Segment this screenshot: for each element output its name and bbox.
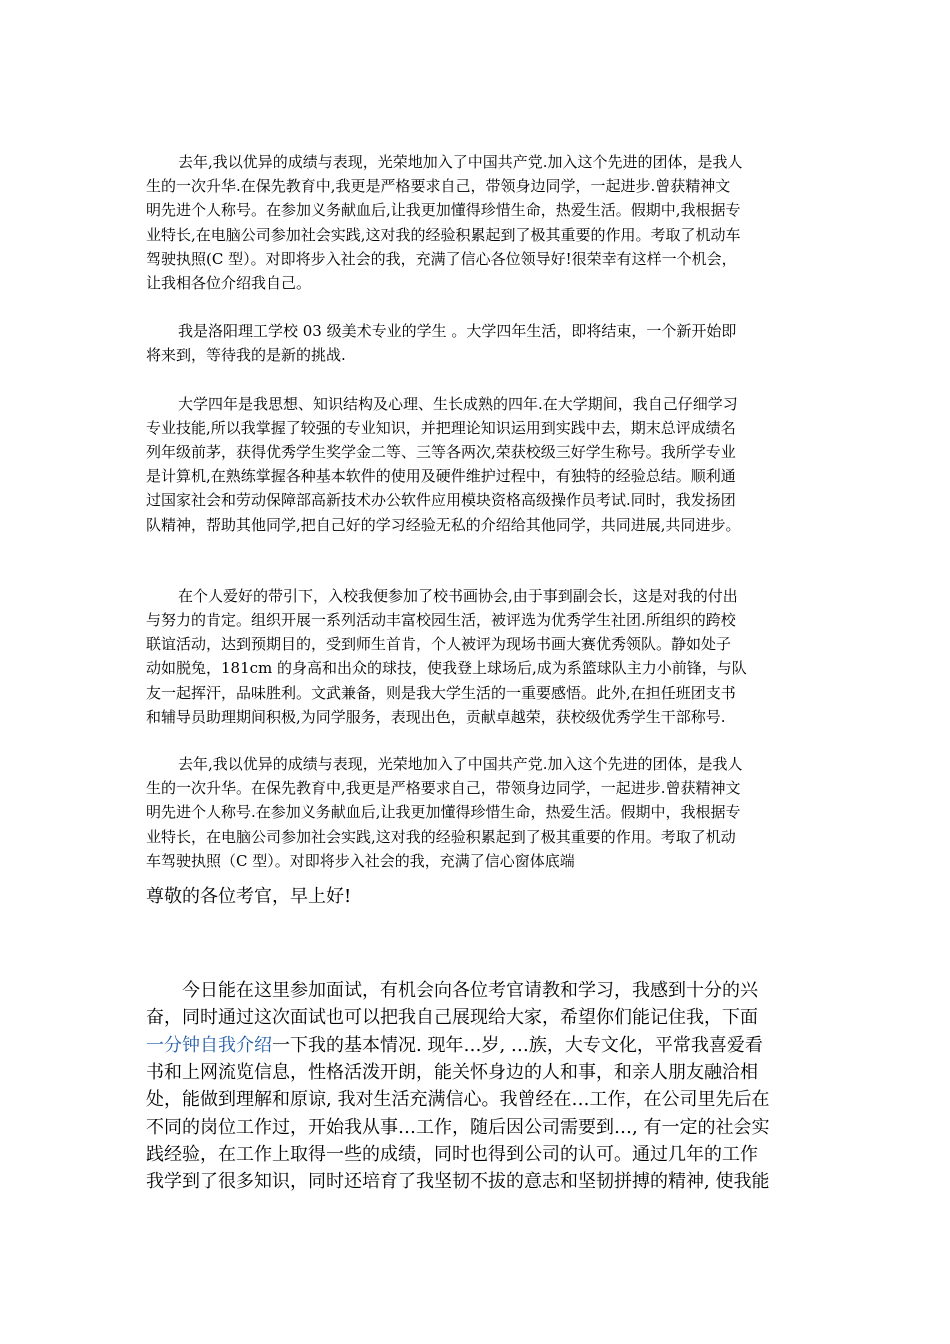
interview-intro-text-start: 今日能在这里参加面试，有机会向各位考官请教和学习，我感到十分的兴 奋，同时通过这次面试也可以把我自己展现给大家，希望你们能记住我，下面 <box>146 980 758 1029</box>
document-body <box>146 150 806 1195</box>
interview-intro-text-end: 一下我的基本情况. 现年…岁, …族，大专文化，平常我喜爱看 书和上网流览信息，性格活泼开朗，能关怀身边的人和事，和亲人朋友融洽相 处，能做到理解和原谅, 我对生活充满信心。我曾经在…工作，在公司里先后在 不同的岗位工作过，开始我从事…工作，随后因公司需要到…, 有一定的社会实 践经验，在工作上取得一些的成绩，同时也得到公司的认可。通过几年的工作 我学到了很多知识，同时还培育了我坚韧不拔的意志和坚韧拼搏的精神, 使我能 <box>146 1034 770 1193</box>
paragraph-student-intro: 我是洛阳理工学校 03 级美术专业的学生 。大学四年生活，即将结束，一个新开始即 将来到，等待我的是新的挑战. <box>146 322 737 365</box>
paragraph-university-years: 大学四年是我思想、知识结构及心理、生长成熟的四年.在大学期间，我自己仔细学习 专业技能,所以我掌握了较强的专业知识，并把理论知识运用到实践中去，期末总评成绩名 列年级前茅，获得优秀学生奖学金二等、三等各两次,荣获校级三好学生称号。我所学专业 是计算机,在熟练掌握各种基本软件的使用及硬件维护过程中，有独特的经验总结。顺利通 过国家社会和劳动保障部高新技术办公软件应用模块资格高级操作员考试.同时，我发扬团 队精神，帮助其他同学,把自己好的学习经验无私的介绍给其他同学，共同进展,共同进步。 <box>146 394 741 534</box>
paragraph-party-membership: 去年,我以优异的成绩与表现，光荣地加入了中国共产党.加入这个先进的团体，是我人 生的一次升华.在保先教育中,我更是严格要求自己，带领身边同学，一起进步.曾获精神文 明先进个人称号。在参加义务献血后,让我更加懂得珍惜生命，热爱生活。假期中,我根据专 业特长,在电脑公司参加社会实践,这对我的经验积累起到了极其重要的作用。考取了机动车 驾驶执照(C 型）。对即将步入社会的我，充满了信心各位领导好!很荣幸有这样一个机会， 让我相各位介绍我自己。 <box>146 153 743 293</box>
self-intro-link[interactable]: 一分钟自我介绍 <box>146 1034 272 1056</box>
paragraph-interview-intro <box>146 977 806 1195</box>
paragraph-party-membership-repeat: 去年,我以优异的成绩与表现，光荣地加入了中国共产党.加入这个先进的团体，是我人 生的一次升华。在保先教育中,我更是严格要求自己，带领身边同学，一起进步.曾获精神文 明先进个人称号.在参加义务献血后,让我更加懂得珍惜生命，热爱生活。假期中，我根据专 业特长，在电脑公司参加社会实践,这对我的经验积累起到了极其重要的作用。考取了机动 车驾驶执照（C 型）。对即将步入社会的我，充满了信心窗体底端 <box>146 755 743 870</box>
greeting-line: 尊敬的各位考官，早上好! <box>146 886 352 908</box>
paragraph-hobbies: 在个人爱好的带引下，入校我便参加了校书画协会,由于事到副会长，这是对我的付出 与努力的肯定。组织开展一系列活动丰富校园生活，被评选为优秀学生社团.所组织的跨校 联谊活动，达到预期目的，受到师生首肯，个人被评为现场书画大赛优秀领队。静如处子 动如脱兔，181cm 的身高和出众的球技，使我登上球场后,成为系篮球队主力小前锋，与队 友一起挥汗，品味胜利。文武兼备，则是我大学生活的一重要感悟。此外,在担任班团支书 和辅导员助理期间积极,为同学服务，表现出色，贡献卓越荣，获校级优秀学生干部称号. <box>146 586 747 726</box>
